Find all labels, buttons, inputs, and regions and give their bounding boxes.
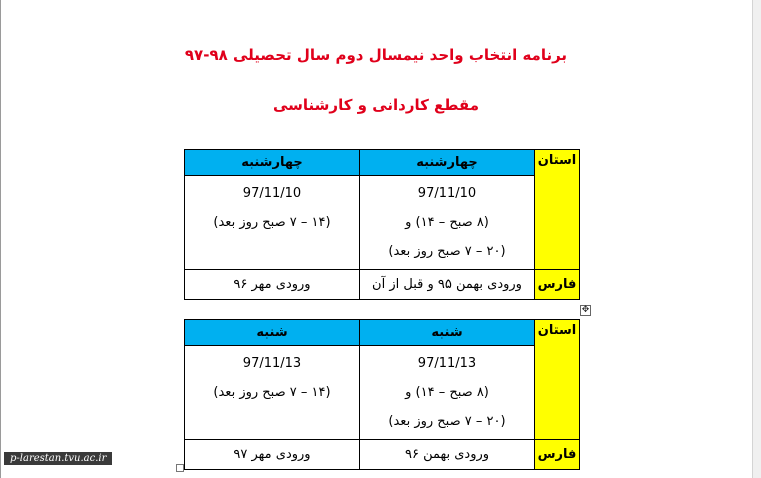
time-cell (185, 176, 360, 270)
time-range-text: (۸ صبح – ۱۴) و (405, 215, 489, 230)
province-name: فارس (535, 270, 580, 300)
time-range-text: (۱۴ – ۷ صبح روز بعد) (213, 215, 331, 230)
entry-cell: ورودی بهمن ۹۶ (360, 440, 535, 470)
time-range-text: (۸ صبح – ۱۴) و (405, 385, 489, 400)
province-header-cell (535, 320, 580, 440)
day-header: شنبه (185, 320, 360, 346)
day-header: چهارشنبه (185, 150, 360, 176)
time-cell (185, 346, 360, 440)
document-title: برنامه انتخاب واحد نیمسال دوم سال تحصیلی ۹۸-۹۷ (184, 46, 568, 64)
entry-cell: ورودی بهمن ۹۵ و قبل از آن (360, 270, 535, 300)
time-cell (360, 346, 535, 440)
province-name: فارس (535, 440, 580, 470)
date-text: 97/11/13 (417, 356, 477, 371)
page-right-margin (752, 0, 761, 478)
province-header: استان (537, 323, 577, 338)
entry-cell: ورودی مهر ۹۶ (185, 270, 360, 300)
province-header-cell (535, 150, 580, 270)
page-left-edge (0, 0, 1, 478)
resize-handle-icon[interactable] (176, 464, 184, 472)
date-text: 97/11/10 (242, 186, 302, 201)
time-range-text: (۲۰ – ۷ صبح روز بعد) (388, 414, 506, 429)
document-subtitle: مقطع کاردانی و کارشناسی (273, 96, 479, 114)
date-text: 97/11/13 (242, 356, 302, 371)
time-range-text: (۲۰ – ۷ صبح روز بعد) (388, 244, 506, 259)
day-header: چهارشنبه (360, 150, 535, 176)
schedule-table-1 (184, 149, 580, 300)
schedule-table-2 (184, 319, 580, 470)
time-cell (360, 176, 535, 270)
province-header: استان (537, 153, 577, 168)
site-watermark: p-larestan.tvu.ac.ir (4, 452, 112, 465)
entry-cell: ورودی مهر ۹۷ (185, 440, 360, 470)
move-handle-icon[interactable]: ✥ (581, 305, 590, 315)
date-text: 97/11/10 (417, 186, 477, 201)
time-range-text: (۱۴ – ۷ صبح روز بعد) (213, 385, 331, 400)
day-header: شنبه (360, 320, 535, 346)
